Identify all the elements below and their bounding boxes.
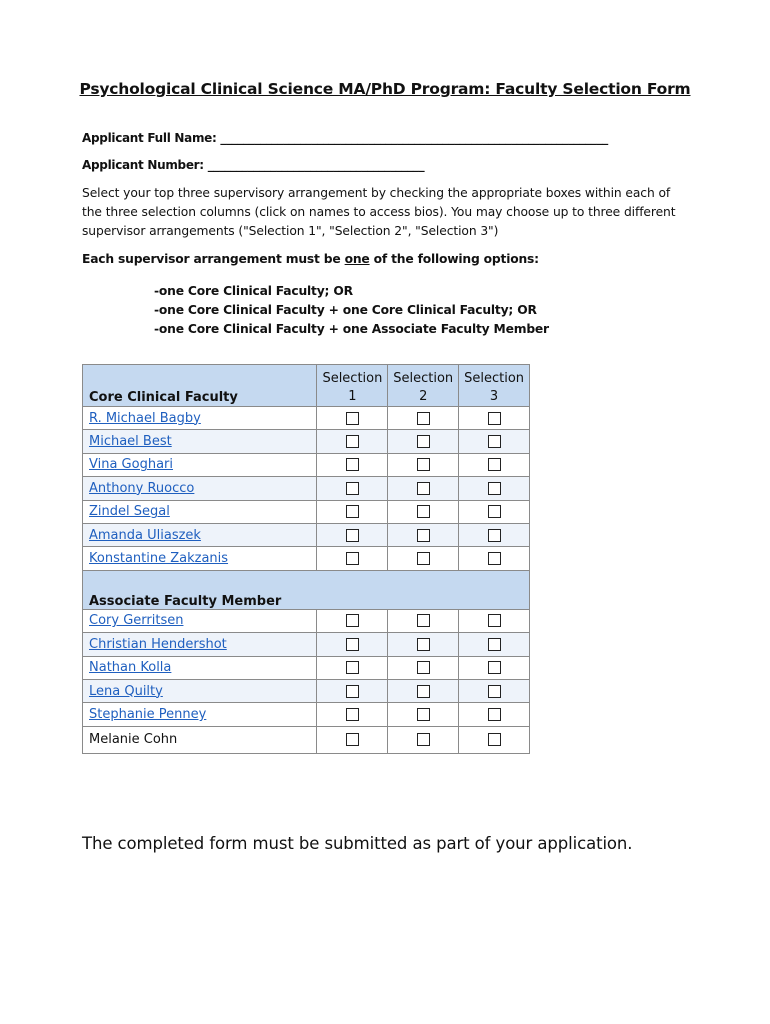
selection-3-checkbox[interactable] (488, 412, 501, 425)
option-item: -one Core Clinical Faculty; OR (154, 284, 353, 298)
table-row (83, 547, 530, 570)
selection-3-checkbox[interactable] (488, 661, 501, 674)
associate-header-row (83, 570, 530, 609)
selection-3-checkbox[interactable] (488, 529, 501, 542)
table-row (83, 477, 530, 500)
table-row (83, 609, 530, 632)
selection-2-checkbox[interactable] (417, 482, 430, 495)
faculty-link-goghari[interactable]: Vina Goghari (89, 457, 173, 473)
selection-1-checkbox[interactable] (346, 435, 359, 448)
table-row (83, 430, 530, 453)
selection-2-checkbox[interactable] (417, 638, 430, 651)
faculty-link-ruocco[interactable]: Anthony Ruocco (89, 480, 195, 496)
selection-1-checkbox[interactable] (346, 458, 359, 471)
selection-3-checkbox[interactable] (488, 552, 501, 565)
selection-2-checkbox[interactable] (417, 661, 430, 674)
selection-2-checkbox[interactable] (417, 505, 430, 518)
selection-2-checkbox[interactable] (417, 435, 430, 448)
applicant-name-field[interactable] (82, 131, 608, 145)
faculty-link-segal[interactable]: Zindel Segal (89, 504, 170, 520)
selection-2-checkbox[interactable] (417, 529, 430, 542)
faculty-selection-table (82, 364, 530, 754)
selection-3-checkbox[interactable] (488, 708, 501, 721)
applicant-number-blank[interactable]: ______________________________________ (207, 158, 425, 172)
faculty-link-quilty[interactable]: Lena Quilty (89, 683, 163, 699)
selection-1-checkbox[interactable] (346, 661, 359, 674)
faculty-link-hendershot[interactable]: Christian Hendershot (89, 636, 227, 652)
faculty-link-zakzanis[interactable]: Konstantine Zakzanis (89, 551, 229, 567)
selection-1-checkbox[interactable] (346, 638, 359, 651)
table-row (83, 500, 530, 523)
option-item: -one Core Clinical Faculty + one Core Clinical Faculty; OR (154, 303, 537, 317)
faculty-link-uliaszek[interactable]: Amanda Uliaszek (89, 527, 201, 543)
faculty-link-kolla[interactable]: Nathan Kolla (89, 660, 172, 676)
applicant-number-field[interactable] (82, 158, 424, 172)
arrangement-options (154, 282, 549, 339)
selection-1-checkbox[interactable] (346, 614, 359, 627)
table-row (83, 453, 530, 476)
selection-1-checkbox[interactable] (346, 733, 359, 746)
core-header-row (83, 365, 530, 407)
faculty-link-gerritsen[interactable]: Cory Gerritsen (89, 613, 184, 629)
submission-note: The completed form must be submitted as part of your application. (82, 834, 633, 853)
selection-1-header: Selection 1 (317, 365, 388, 407)
selection-2-header: Selection 2 (388, 365, 459, 407)
selection-3-checkbox[interactable] (488, 638, 501, 651)
selection-3-checkbox[interactable] (488, 614, 501, 627)
core-faculty-header: Core Clinical Faculty (83, 365, 317, 407)
selection-1-checkbox[interactable] (346, 529, 359, 542)
table-row (83, 726, 530, 753)
associate-faculty-header: Associate Faculty Member (83, 570, 530, 609)
arrangement-rule (82, 252, 539, 266)
faculty-link-penney[interactable]: Stephanie Penney (89, 706, 207, 722)
selection-1-checkbox[interactable] (346, 685, 359, 698)
selection-2-checkbox[interactable] (417, 733, 430, 746)
selection-2-checkbox[interactable] (417, 458, 430, 471)
selection-3-checkbox[interactable] (488, 435, 501, 448)
option-item: -one Core Clinical Faculty + one Associate Faculty Member (154, 322, 549, 336)
applicant-name-blank[interactable]: ____________________________________________________________________ (220, 131, 608, 145)
applicant-name-label: Applicant Full Name: (82, 131, 221, 145)
selection-1-checkbox[interactable] (346, 708, 359, 721)
selection-3-header: Selection 3 (459, 365, 530, 407)
table-row (83, 523, 530, 546)
selection-3-checkbox[interactable] (488, 685, 501, 698)
selection-2-checkbox[interactable] (417, 412, 430, 425)
selection-3-checkbox[interactable] (488, 505, 501, 518)
selection-1-checkbox[interactable] (346, 412, 359, 425)
selection-1-checkbox[interactable] (346, 482, 359, 495)
table-row (83, 703, 530, 726)
faculty-link-best[interactable]: Michael Best (89, 434, 172, 450)
table-row (83, 679, 530, 702)
selection-3-checkbox[interactable] (488, 482, 501, 495)
selection-2-checkbox[interactable] (417, 614, 430, 627)
applicant-number-label: Applicant Number: (82, 158, 208, 172)
faculty-name-cohn: Melanie Cohn (89, 732, 178, 748)
table-row (83, 656, 530, 679)
table-row (83, 407, 530, 430)
selection-1-checkbox[interactable] (346, 552, 359, 565)
table-row (83, 633, 530, 656)
selection-2-checkbox[interactable] (417, 552, 430, 565)
rule-text-after: of the following options: (369, 252, 539, 266)
rule-emphasis: one (344, 252, 370, 266)
selection-2-checkbox[interactable] (417, 708, 430, 721)
faculty-link-bagby[interactable]: R. Michael Bagby (89, 410, 201, 426)
form-title: Psychological Clinical Science MA/PhD Program: Faculty Selection Form (79, 80, 691, 98)
selection-3-checkbox[interactable] (488, 458, 501, 471)
selection-2-checkbox[interactable] (417, 685, 430, 698)
instructions-paragraph: Select your top three supervisory arrangement by checking the appropriate boxes within each of the three selection columns (click on names to access bios). You may choose up to three different supervisor arrangements ("Selection 1", "Selection 2", "Selection 3") (82, 186, 676, 238)
selection-1-checkbox[interactable] (346, 505, 359, 518)
rule-text-before: Each supervisor arrangement must be (82, 252, 345, 266)
selection-3-checkbox[interactable] (488, 733, 501, 746)
